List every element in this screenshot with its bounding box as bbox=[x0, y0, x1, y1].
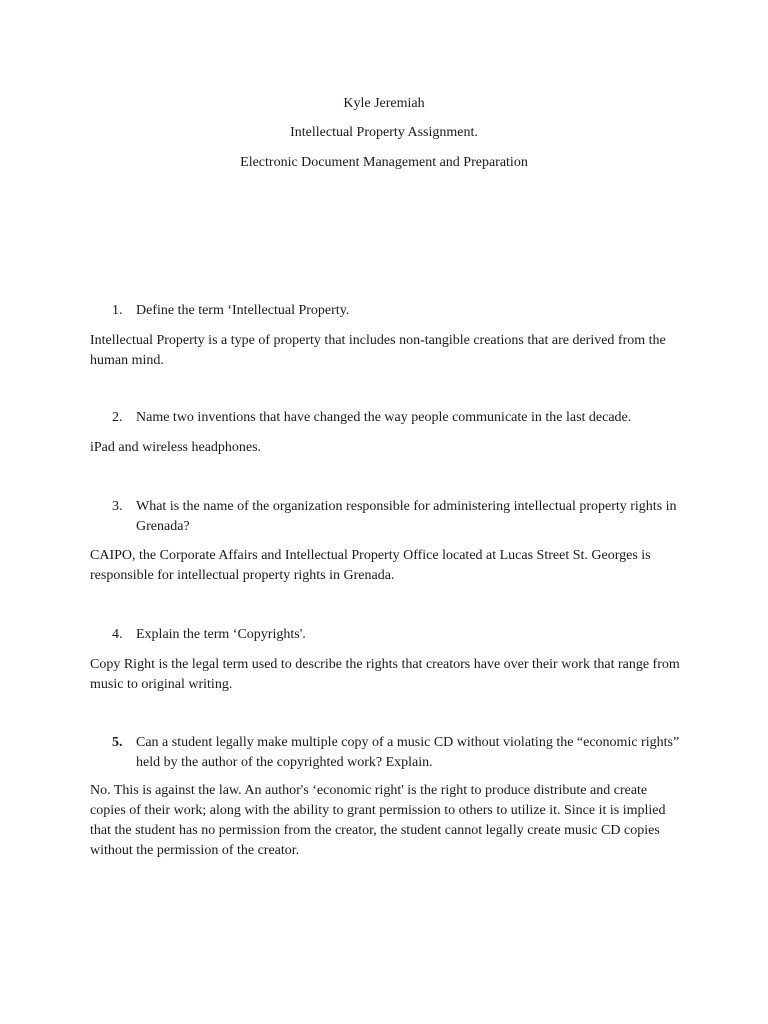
question-text: Define the term ‘Intellectual Property. bbox=[136, 303, 350, 318]
question-text: Explain the term ‘Copyrights'. bbox=[136, 627, 306, 642]
answer-4: Copy Right is the legal term used to describe the rights that creators have over their work that range from music to original writing. bbox=[90, 657, 680, 692]
question-text: Name two inventions that have changed the way people communicate in the last decade. bbox=[136, 410, 632, 425]
answer-5: No. This is against the law. An author's ‘economic right' is the right to produce distribute and create copies of their work; along with the ability to grant permission to others to utilize it. Since it is implied that the student has no permission from the creator, the student cannot legally create music CD copies without the permission of the creator. bbox=[90, 783, 666, 858]
question-number: 5. bbox=[112, 735, 123, 750]
course-name: Electronic Document Management and Preparation bbox=[240, 155, 528, 170]
question-number: 1. bbox=[112, 303, 123, 318]
question-number: 3. bbox=[112, 499, 123, 514]
answer-3: CAIPO, the Corporate Affairs and Intellectual Property Office located at Lucas Street St. Georges is responsible for intellectual property rights in Grenada. bbox=[90, 548, 651, 583]
answer-1: Intellectual Property is a type of property that includes non-tangible creations that are derived from the human mind. bbox=[90, 333, 666, 368]
author-name: Kyle Jeremiah bbox=[343, 96, 425, 111]
answer-2: iPad and wireless headphones. bbox=[90, 440, 262, 455]
question-number: 2. bbox=[112, 410, 123, 425]
assignment-title: Intellectual Property Assignment. bbox=[290, 125, 478, 140]
question-text: What is the name of the organization responsible for administering intellectual property rights in Grenada? bbox=[136, 499, 677, 534]
question-text: Can a student legally make multiple copy of a music CD without violating the “economic rights” held by the author of the copyrighted work? Explain. bbox=[136, 735, 680, 770]
question-number: 4. bbox=[112, 627, 123, 642]
